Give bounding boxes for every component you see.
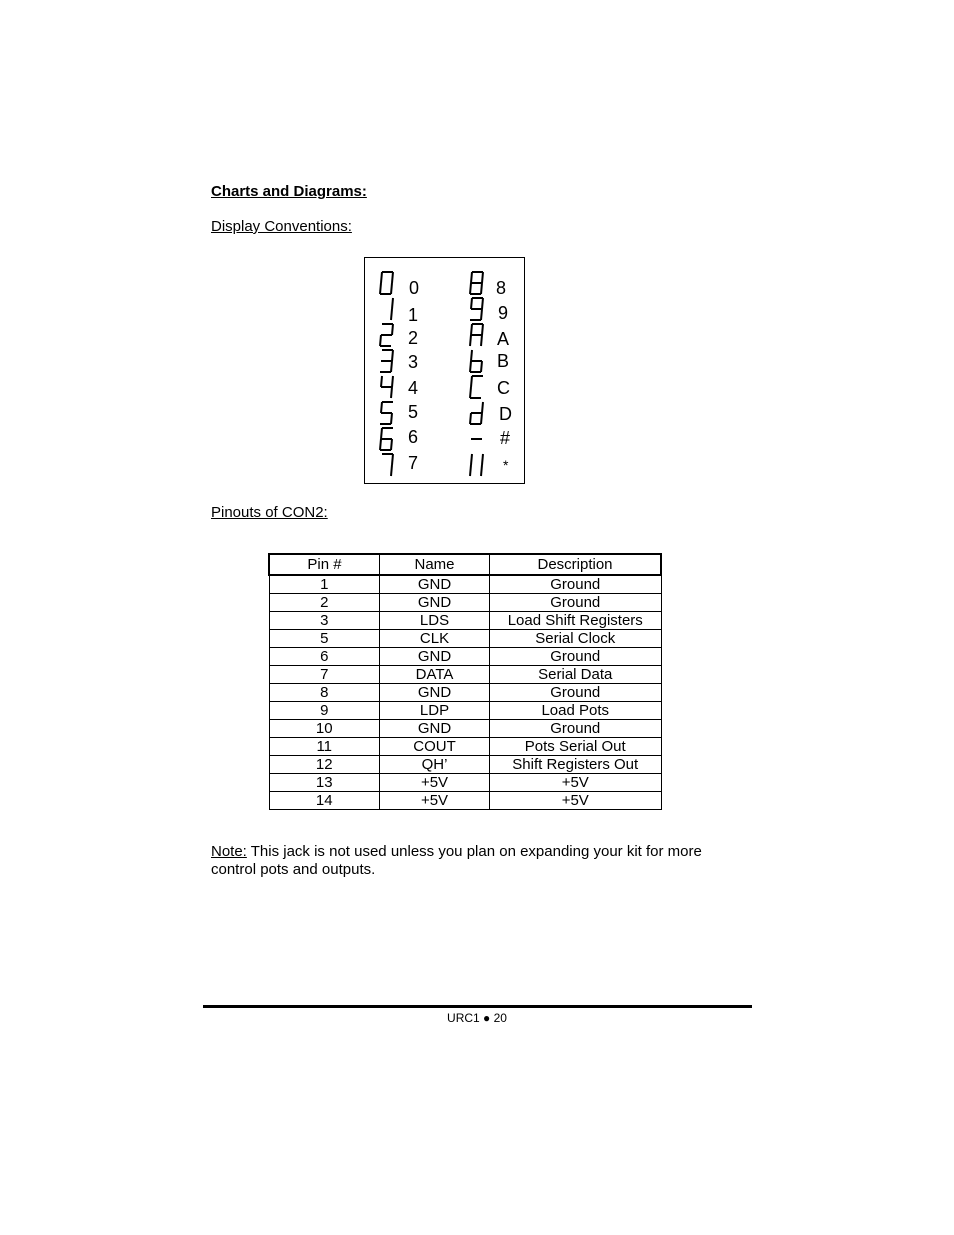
pin-name-cell: +5V — [380, 792, 490, 810]
segment-stroke — [380, 335, 381, 346]
pin-number-cell: 6 — [269, 648, 380, 666]
segment-stroke — [392, 298, 393, 309]
legend-char-left: 3 — [408, 352, 419, 372]
segment-stroke — [471, 324, 472, 335]
segment-stroke — [470, 465, 471, 476]
segment-stroke — [380, 283, 381, 294]
segment-stroke — [391, 361, 392, 372]
legend-char-left: 7 — [408, 453, 419, 473]
legend-char-right: B — [497, 351, 510, 371]
pin-name-cell: CLK — [380, 630, 490, 648]
pin-number-cell: 1 — [269, 575, 380, 594]
segment-stroke — [482, 402, 483, 413]
segment-stroke — [481, 361, 482, 372]
segment-stroke — [381, 428, 382, 439]
pin-number-cell: 5 — [269, 630, 380, 648]
pin-name-cell: COUT — [380, 738, 490, 756]
pin-number-cell: 14 — [269, 792, 380, 810]
column-header-description: Description — [490, 554, 662, 575]
segment-stroke — [471, 272, 472, 283]
column-header-name: Name — [380, 554, 490, 575]
display-conventions-diagram — [364, 257, 525, 484]
pin-name-cell: GND — [380, 720, 490, 738]
pin-name-cell: DATA — [380, 666, 490, 684]
segment-stroke — [481, 283, 482, 294]
segment-stroke — [470, 387, 471, 398]
legend-char-right: C — [497, 378, 510, 398]
pin-number-cell: 11 — [269, 738, 380, 756]
pin-description-cell: Pots Serial Out — [490, 738, 662, 756]
segment-stroke — [392, 324, 393, 335]
pin-name-cell: LDP — [380, 702, 490, 720]
legend-char-right: # — [500, 428, 511, 448]
pin-number-cell: 2 — [269, 594, 380, 612]
legend-char-left: 6 — [408, 427, 419, 447]
table-row — [269, 720, 661, 738]
pin-name-cell: GND — [380, 594, 490, 612]
section-heading: Charts and Diagrams: — [211, 183, 367, 200]
table-row — [269, 792, 661, 810]
table-row — [269, 774, 661, 792]
pin-description-cell: Ground — [490, 720, 662, 738]
column-header-pin: Pin # — [269, 554, 380, 575]
pin-description-cell: +5V — [490, 774, 662, 792]
legend-char-left: 4 — [408, 378, 419, 398]
segment-stroke — [391, 309, 392, 320]
segment-stroke — [391, 387, 392, 398]
segment-stroke — [392, 350, 393, 361]
segment-stroke — [482, 454, 483, 465]
pin-description-cell: +5V — [490, 792, 662, 810]
footer-divider — [203, 1005, 752, 1008]
segment-stroke — [470, 283, 471, 294]
segment-stroke — [392, 376, 393, 387]
table-row — [269, 756, 661, 774]
segment-stroke — [471, 350, 472, 361]
segment-stroke — [481, 413, 482, 424]
table-row — [269, 630, 661, 648]
segment-stroke — [471, 454, 472, 465]
segment-stroke — [482, 298, 483, 309]
note-text: This jack is not used unless you plan on expanding your kit for more control pots and outputs. — [211, 843, 702, 878]
pin-name-cell: GND — [380, 575, 490, 594]
page-footer: URC1 ● 20 — [447, 1011, 507, 1025]
pin-number-cell: 7 — [269, 666, 380, 684]
table-row — [269, 594, 661, 612]
legend-char-left: 2 — [408, 328, 419, 348]
segment-stroke — [392, 272, 393, 283]
pin-description-cell: Ground — [490, 594, 662, 612]
segment-stroke — [470, 361, 471, 372]
pin-description-cell: Ground — [490, 575, 662, 594]
note-paragraph — [211, 843, 751, 879]
segment-stroke — [381, 376, 382, 387]
pin-name-cell: GND — [380, 684, 490, 702]
pin-name-cell: GND — [380, 648, 490, 666]
segment-stroke — [470, 335, 471, 346]
pin-description-cell: Serial Data — [490, 666, 662, 684]
table-row — [269, 612, 661, 630]
note-label: Note: — [211, 843, 247, 860]
pin-name-cell: QH’ — [380, 756, 490, 774]
segment-stroke — [481, 335, 482, 346]
pin-number-cell: 8 — [269, 684, 380, 702]
legend-char-left: 5 — [408, 402, 419, 422]
segment-stroke — [392, 454, 393, 465]
table-row — [269, 684, 661, 702]
segment-stroke — [391, 439, 392, 450]
segment-stroke — [471, 298, 472, 309]
pin-description-cell: Load Shift Registers — [490, 612, 662, 630]
pin-number-cell: 3 — [269, 612, 380, 630]
pin-description-cell: Load Pots — [490, 702, 662, 720]
pin-number-cell: 10 — [269, 720, 380, 738]
legend-char-right: 8 — [496, 278, 507, 298]
pin-description-cell: Ground — [490, 684, 662, 702]
pin-number-cell: 9 — [269, 702, 380, 720]
legend-char-left: 1 — [408, 305, 419, 325]
segment-stroke — [381, 272, 382, 283]
segment-stroke — [381, 402, 382, 413]
segment-stroke — [471, 376, 472, 387]
table-row — [269, 575, 661, 594]
segment-stroke — [391, 413, 392, 424]
pin-number-cell: 13 — [269, 774, 380, 792]
table-row — [269, 666, 661, 684]
legend-char-right: A — [497, 329, 510, 349]
legend-char-left: 0 — [409, 278, 420, 298]
table-row — [269, 648, 661, 666]
segment-stroke — [380, 439, 381, 450]
pin-description-cell: Serial Clock — [490, 630, 662, 648]
display-conventions-title: Display Conventions: — [211, 218, 352, 235]
pin-name-cell: +5V — [380, 774, 490, 792]
legend-char-right: 9 — [498, 303, 509, 323]
segment-stroke — [391, 283, 392, 294]
table-row — [269, 702, 661, 720]
segment-stroke — [481, 465, 482, 476]
legend-char-right: D — [499, 404, 512, 424]
pinout-table — [268, 553, 662, 810]
segment-stroke — [391, 465, 392, 476]
segment-stroke — [482, 272, 483, 283]
table-row — [269, 738, 661, 756]
segment-stroke — [470, 413, 471, 424]
legend-char-right: * — [503, 457, 509, 473]
segment-stroke — [481, 309, 482, 320]
pin-description-cell: Ground — [490, 648, 662, 666]
pinouts-title: Pinouts of CON2: — [211, 504, 328, 521]
pin-description-cell: Shift Registers Out — [490, 756, 662, 774]
segment-stroke — [482, 324, 483, 335]
pin-name-cell: LDS — [380, 612, 490, 630]
pin-number-cell: 12 — [269, 756, 380, 774]
